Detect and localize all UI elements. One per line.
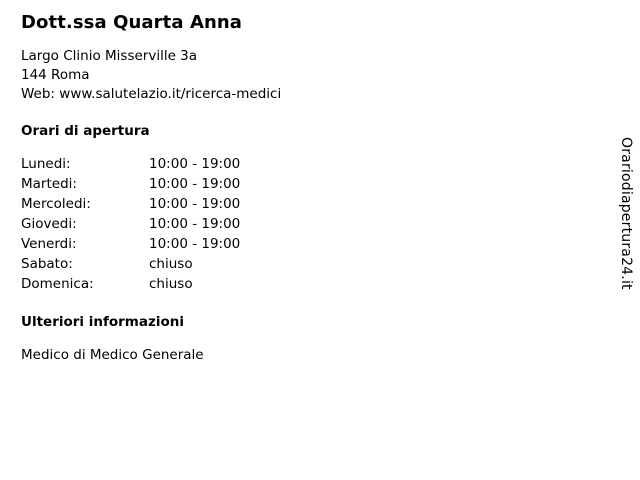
additional-info-heading: Ulteriori informazioni	[21, 314, 184, 330]
opening-hours-table	[21, 155, 309, 295]
day-hours: chiuso	[149, 276, 193, 292]
additional-info-text: Medico di Medico Generale	[21, 347, 204, 363]
table-row	[21, 175, 309, 195]
table-row	[21, 235, 309, 255]
address-website: Web: www.salutelazio.it/ricerca-medici	[21, 86, 282, 102]
table-row	[21, 275, 309, 295]
day-hours: 10:00 - 19:00	[149, 216, 241, 232]
day-label: Venerdi:	[21, 236, 77, 252]
address-street: Largo Clinio Misserville 3a	[21, 48, 198, 64]
address-city: 144 Roma	[21, 67, 90, 83]
day-label: Giovedi:	[21, 216, 77, 232]
table-row	[21, 195, 309, 215]
day-hours: chiuso	[149, 256, 193, 272]
table-row	[21, 155, 309, 175]
opening-hours-heading: Orari di apertura	[21, 123, 150, 139]
address-block	[21, 47, 561, 104]
table-row	[21, 215, 309, 235]
page-title: Dott.ssa Quarta Anna	[21, 12, 243, 33]
day-hours: 10:00 - 19:00	[149, 196, 241, 212]
table-row	[21, 255, 309, 275]
day-hours: 10:00 - 19:00	[149, 176, 241, 192]
listing-content	[21, 11, 561, 365]
day-hours: 10:00 - 19:00	[149, 236, 241, 252]
day-label: Martedi:	[21, 176, 77, 192]
day-label: Sabato:	[21, 256, 73, 272]
day-label: Mercoledi:	[21, 196, 91, 212]
day-hours: 10:00 - 19:00	[149, 156, 241, 172]
day-label: Lunedi:	[21, 156, 71, 172]
day-label: Domenica:	[21, 276, 94, 292]
site-watermark: Orariodiapertura24.it	[618, 137, 634, 290]
